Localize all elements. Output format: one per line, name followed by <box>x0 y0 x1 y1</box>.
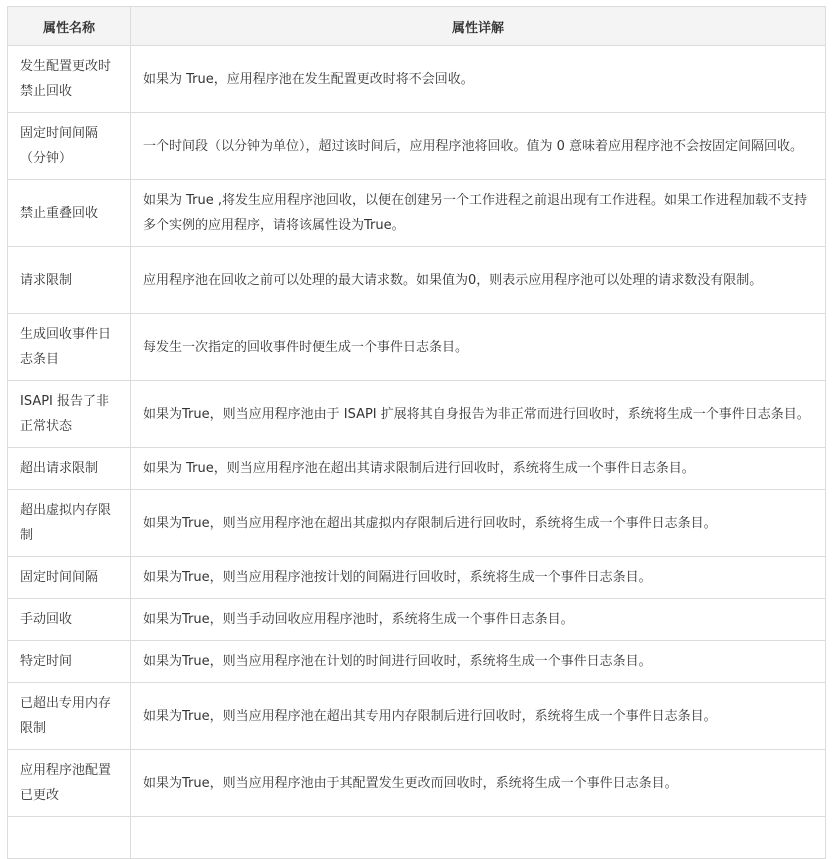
property-name-cell: 应用程序池配置已更改 <box>8 750 131 817</box>
table-row <box>8 683 826 750</box>
table-row <box>8 180 826 247</box>
property-name-cell: 特定时间 <box>8 641 131 683</box>
property-name-cell: 固定时间间隔 <box>8 557 131 599</box>
property-detail-cell: 如果为True，则当应用程序池在超出其虚拟内存限制后进行回收时，系统将生成一个事件日志条目。 <box>131 490 826 557</box>
property-name-cell: 请求限制 <box>8 247 131 314</box>
property-name-cell-empty <box>8 817 131 859</box>
property-detail-cell: 应用程序池在回收之前可以处理的最大请求数。如果值为0，则表示应用程序池可以处理的请求数没有限制。 <box>131 247 826 314</box>
property-detail-cell: 如果为True，则当应用程序池由于其配置发生更改而回收时，系统将生成一个事件日志条目。 <box>131 750 826 817</box>
property-name-cell: 手动回收 <box>8 599 131 641</box>
property-detail-cell: 如果为 True，应用程序池在发生配置更改时将不会回收。 <box>131 46 826 113</box>
property-name-cell: 发生配置更改时禁止回收 <box>8 46 131 113</box>
property-detail-cell: 如果为True，则当应用程序池由于 ISAPI 扩展将其自身报告为非正常而进行回收时，系统将生成一个事件日志条目。 <box>131 381 826 448</box>
table-row <box>8 599 826 641</box>
table-row <box>8 448 826 490</box>
table-row <box>8 557 826 599</box>
property-name-cell: 生成回收事件日志条目 <box>8 314 131 381</box>
property-detail-cell: 如果为True，则当应用程序池按计划的间隔进行回收时，系统将生成一个事件日志条目。 <box>131 557 826 599</box>
header-property-detail: 属性详解 <box>131 7 826 46</box>
table-row <box>8 113 826 180</box>
property-detail-cell: 如果为True，则当应用程序池在计划的时间进行回收时，系统将生成一个事件日志条目。 <box>131 641 826 683</box>
property-name-cell: ISAPI 报告了非正常状态 <box>8 381 131 448</box>
property-detail-cell: 如果为True，则当手动回收应用程序池时，系统将生成一个事件日志条目。 <box>131 599 826 641</box>
table-row <box>8 381 826 448</box>
table-row <box>8 641 826 683</box>
header-property-name: 属性名称 <box>8 7 131 46</box>
table-row <box>8 314 826 381</box>
table-row-partial <box>8 817 826 859</box>
property-detail-cell: 每发生一次指定的回收事件时便生成一个事件日志条目。 <box>131 314 826 381</box>
table-row <box>8 46 826 113</box>
property-name-cell: 已超出专用内存限制 <box>8 683 131 750</box>
property-table <box>7 6 826 859</box>
property-detail-cell-empty <box>131 817 826 859</box>
property-name-cell: 超出请求限制 <box>8 448 131 490</box>
property-name-cell: 固定时间间隔（分钟） <box>8 113 131 180</box>
table-row <box>8 490 826 557</box>
property-name-cell: 超出虚拟内存限制 <box>8 490 131 557</box>
property-detail-cell: 一个时间段（以分钟为单位），超过该时间后，应用程序池将回收。值为 0 意味着应用程序池不会按固定间隔回收。 <box>131 113 826 180</box>
table-row <box>8 247 826 314</box>
property-detail-cell: 如果为 True，则当应用程序池在超出其请求限制后进行回收时，系统将生成一个事件日志条目。 <box>131 448 826 490</box>
property-name-cell: 禁止重叠回收 <box>8 180 131 247</box>
property-detail-cell: 如果为True，则当应用程序池在超出其专用内存限制后进行回收时，系统将生成一个事件日志条目。 <box>131 683 826 750</box>
table-row <box>8 750 826 817</box>
table-header-row <box>8 7 826 46</box>
property-detail-cell: 如果为 True ,将发生应用程序池回收，以便在创建另一个工作进程之前退出现有工作进程。如果工作进程加载不支持多个实例的应用程序，请将该属性设为True。 <box>131 180 826 247</box>
